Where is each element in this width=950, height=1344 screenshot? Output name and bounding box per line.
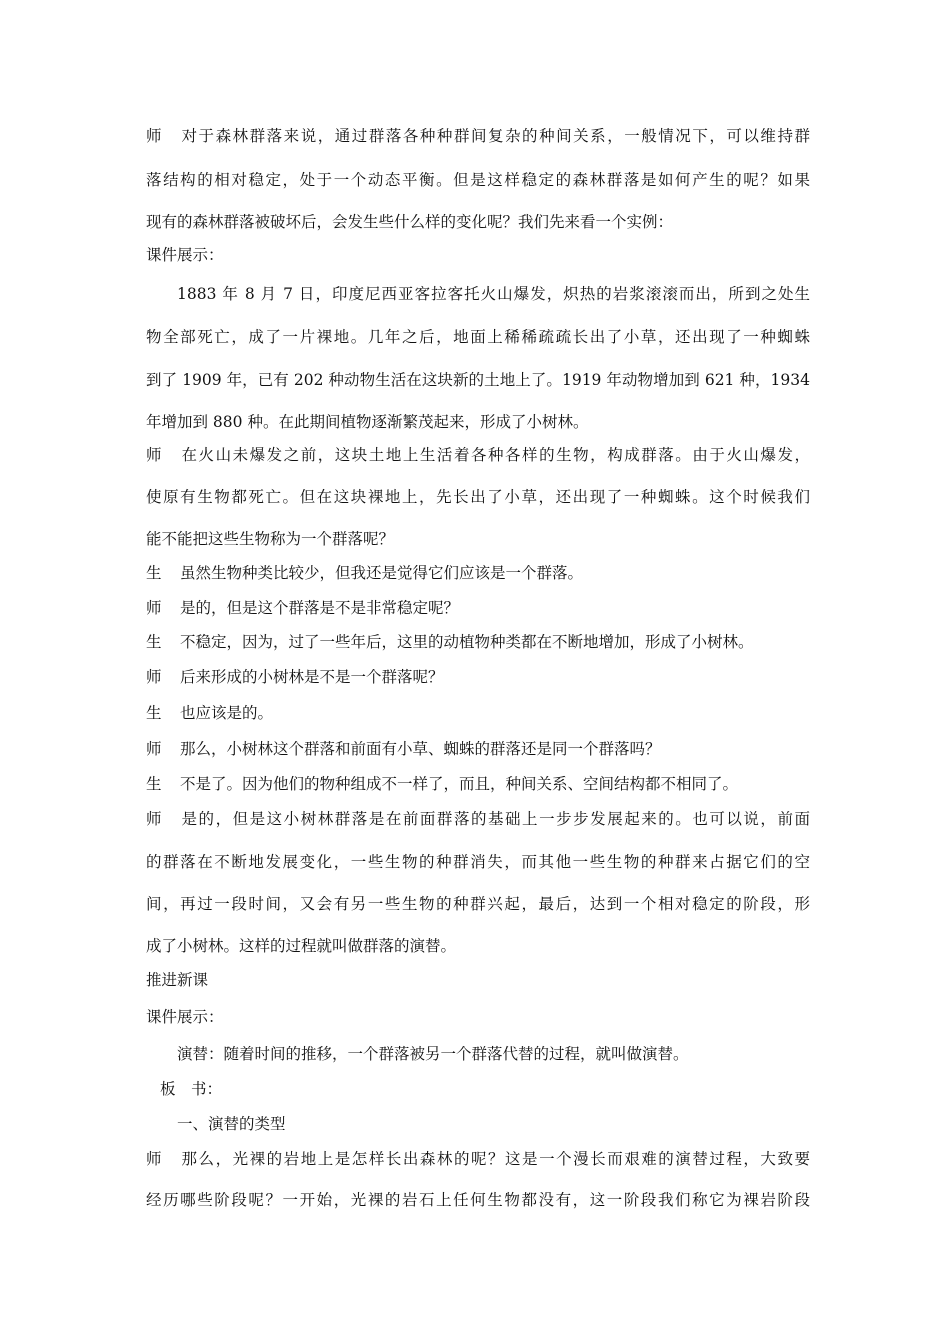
line-text: 是的，但是这个群落是不是非常稳定呢？ — [180, 599, 460, 617]
text-line — [146, 445, 810, 465]
text-line: 年增加到 880 种。在此期间植物逐渐繁茂起来，形成了小树林。 — [146, 413, 589, 431]
text-line — [146, 774, 810, 794]
text-line: 的群落在不断地发展变化，一些生物的种群消失，而其他一些生物的种群来占据它们的空 — [146, 853, 810, 871]
text-line: 成了小树林。这样的过程就叫做群落的演替。 — [146, 937, 457, 955]
section-heading: 一、演替的类型 — [177, 1115, 286, 1133]
text-line — [146, 1149, 810, 1169]
line-text: 那么，小树林这个群落和前面有小草、蜘蛛的群落还是同一个群落吗？ — [180, 740, 661, 758]
text-line: 物全部死亡，成了一片裸地。几年之后，地面上稀稀疏疏长出了小草，还出现了一种蜘蛛 — [146, 328, 810, 346]
text-line: 落结构的相对稳定，处于一个动态平衡。但是这样稳定的森林群落是如何产生的呢？如果 — [146, 171, 810, 189]
section-label: 课件展示： — [146, 1008, 224, 1026]
speaker-label: 生 — [146, 775, 162, 793]
line-text: 不稳定，因为，过了一些年后，这里的动植物种类都在不断地增加，形成了小树林。 — [180, 633, 754, 651]
line-text: 后来形成的小树林是不是一个群落呢？ — [180, 668, 444, 686]
speaker-label: 师 — [146, 740, 162, 758]
section-label: 课件展示： — [146, 246, 224, 264]
speaker-label: 师 — [146, 599, 162, 617]
text-line — [146, 809, 810, 829]
line-text: 是的，但是这小树林群落是在前面群落的基础上一步步发展起来的。也可以说，前面 — [180, 810, 810, 828]
speaker-label: 生 — [146, 704, 162, 722]
section-heading: 推进新课 — [146, 971, 209, 989]
section-label: 板 书： — [160, 1080, 223, 1098]
speaker-label: 生 — [146, 564, 162, 582]
text-line: 现有的森林群落被破坏后，会发生些什么样的变化呢？我们先来看一个实例： — [146, 213, 674, 231]
speaker-label: 生 — [146, 633, 162, 651]
definition-text: 演替：随着时间的推移，一个群落被另一个群落代替的过程，就叫做演替。 — [177, 1045, 689, 1063]
speaker-label: 师 — [146, 1150, 162, 1168]
line-text: 对于森林群落来说，通过群落各种种群间复杂的种间关系，一般情况下，可以维持群 — [180, 127, 810, 145]
line-text: 那么，光裸的岩地上是怎样长出森林的呢？这是一个漫长而艰难的演替过程，大致要 — [180, 1150, 810, 1168]
speaker-label: 师 — [146, 810, 162, 828]
line-text: 不是了。因为他们的物种组成不一样了，而且，种间关系、空间结构都不相同了。 — [180, 775, 739, 793]
speaker-label: 师 — [146, 668, 162, 686]
text-line — [146, 739, 810, 759]
text-line — [146, 632, 810, 652]
text-line: 到了 1909 年，已有 202 种动物生活在这块新的土地上了。1919 年动物增加到 621 种，1934 — [146, 371, 810, 389]
speaker-label: 师 — [146, 446, 162, 464]
line-text: 在火山未爆发之前，这块土地上生活着各种各样的生物，构成群落。由于火山爆发， — [180, 446, 810, 464]
text-line: 间，再过一段时间，又会有另一些生物的种群兴起，最后，达到一个相对稳定的阶段，形 — [146, 895, 810, 913]
line-text: 也应该是的。 — [180, 704, 274, 722]
text-line — [146, 667, 810, 687]
line-text: 虽然生物种类比较少，但我还是觉得它们应该是一个群落。 — [180, 564, 584, 582]
text-line: 经历哪些阶段呢？一开始，光裸的岩石上任何生物都没有，这一阶段我们称它为裸岩阶段 — [146, 1191, 810, 1209]
text-line: 使原有生物都死亡。但在这块裸地上，先长出了小草，还出现了一种蜘蛛。这个时候我们 — [146, 488, 810, 506]
text-line: 1883 年 8 月 7 日，印度尼西亚客拉客托火山爆发，炽热的岩浆滚滚而出，所到之处生 — [177, 285, 810, 303]
text-line — [146, 126, 810, 146]
text-line — [146, 598, 810, 618]
speaker-label: 师 — [146, 127, 162, 145]
text-line — [146, 563, 810, 583]
text-line: 能不能把这些生物称为一个群落呢？ — [146, 530, 395, 548]
text-line — [146, 703, 810, 723]
